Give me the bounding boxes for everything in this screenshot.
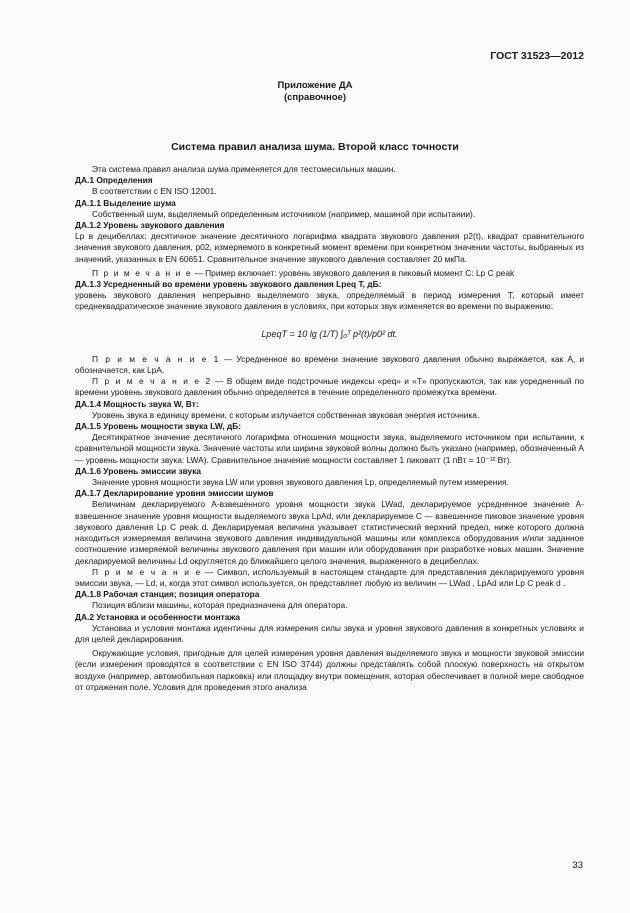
document-body — [75, 164, 584, 693]
note-text: — Усредненное во времени значение звукового давления обычно выражается, как A, и обозначается, как LpA. — [75, 353, 585, 376]
da17-heading: ДА.1.7 Декларирование уровня эмиссии шумов — [75, 488, 274, 499]
da12-text: Lp в децибеллах: десятичное значение десятичного логарифма квадрата звукового давления p2(t), квадрат сравнительного значения звукового давления, p02, измеряемого в конкретный момент времени при конкретном значении частоты, выбранных из значений, указанных в EN 60651. Сравнительное значение звукового давления составляет 20 мкПа. — [75, 231, 584, 264]
section-title: Система правил анализа шума. Второй класс точности — [171, 141, 459, 153]
note-label: П р и м е ч а н и е 2 — [92, 376, 212, 387]
da15-heading: ДА.1.5 Уровень мощности звука LW, дБ: — [75, 421, 242, 432]
da11-text: Собственный шум, выделяемый определенным источником (например, машиной при испытании). — [92, 208, 476, 219]
note-text: — В общем виде подстрочные индексы «peq» и «T» пропускаются, так как усредненный по времени уровень звукового давления обычно определяется в течение определенного промежутка времени. — [75, 376, 585, 398]
standard-header: ГОСТ 31523—2012 — [490, 50, 584, 62]
da2-text2: Окружающие условия, пригодные для целей измерения уровня давления выделяемого звука и мощности звуковой эмиссии (если измерения проводятся в соответствии с EN ISO 3744) должны представлять собой плоскую поверхность на открытом воздухе (например, автомобильная парковка) или площадку внутри помещения, которая обеспечивает в полной мере свободное от отражения поле. Условия для проведения этого анализа — [75, 648, 584, 692]
da2-text1: Установка и условия монтажа идентичны для измерения силы звука и уровня звукового давления в конкретных условиях и для целей декларирования. — [75, 622, 584, 644]
da16-text: Значение уровня мощности звука LW или уровня звукового давления Lp, определяемый путем измерения. — [92, 477, 509, 488]
da17-note — [75, 567, 584, 589]
intro-paragraph: Эта система правил анализа шума применяется для тестомесильных машин. — [92, 164, 396, 174]
page-number: 33 — [572, 860, 583, 871]
da17-text: Величинам декларируемого A-взвешенного уровня мощности звука LWad, декларируемое усредненное значение A-взвешенное значение уровня мощности выделяемого звука LpAd, или декларируемое C — взвешенное пиковое значение уровня звукового давления Lp C peak d. Декларируемая величина указывает статистический верхний предел, ниже которого должна находиться измеряемая величина звукового давления индивидуальной машины или комплекса оборудования и/или заданное соотношение измеряемой величины звукового давления при машин или оборудования при разработке новых машин. Значение декларируемой величины Ld округляется до ближайшего целого значения, выраженного в децибеллах. — [75, 499, 584, 566]
note-text: — Пример включает: уровень звукового давления в пиковый момент C: Lp C peak — [194, 267, 515, 278]
note-label: П р и м е ч а н и е — [92, 566, 202, 577]
da13-note1 — [75, 354, 584, 376]
formula-lpeq: LpeqT = 10 lg (1/T) ∫₀ᵀ p²(t)/p0² dt. — [261, 328, 398, 339]
annex-subtitle: (справочное) — [283, 92, 347, 103]
note-label: П р и м е ч а н и е 1 — [92, 353, 220, 364]
da12-note — [75, 268, 584, 279]
da13-note2 — [75, 376, 584, 398]
annex-title-block — [0, 80, 630, 104]
da15-text: Десятикратное значение десятичного логарифма отношения мощности звука, выделяемого источником при испытании, к сравнительной мощности звука. Значение частоты или ширина звуковой волны должно быть указано (например, обозначенный A — уровень мощности звука: LWA). Сравнительное значение мощности составляет 1 пиковатт (1 пВт = 10⁻¹² Вт). — [75, 432, 584, 465]
da14-heading: ДА.1.4 Мощность звука W, Вт: — [75, 398, 199, 409]
da2-heading: ДА.2 Установка и особенности монтажа — [75, 611, 241, 622]
note-text: — Символ, используемый в настоящем стандарте для представления декларируемого уровня эмиссии звука, — Ld, и, когда этот символ используется, он представляет любую из величин — LWad , LpAd или Lp C peak d . — [75, 566, 584, 588]
da1-heading: ДА.1 Определения — [75, 175, 153, 186]
da18-heading: ДА.1.8 Рабочая станция; позиция оператора — [75, 589, 260, 600]
da14-text: Уровень звука в единицу времени, с которым излучается собственная звуковая энергия источника. — [92, 409, 480, 420]
note-label: П р и м е ч а н и е — [92, 267, 193, 278]
da1-text: В соответствии с EN ISO 12001. — [92, 186, 217, 197]
da18-text: Позиция вблизи машины, которая предназначена для оператора. — [92, 600, 348, 611]
da11-heading: ДА.1.1 Выделение шума — [75, 197, 176, 208]
da13-text: уровень звукового давления непрерывно выделяемого звука, определяемый в период измерения T, который имеет среднеквадратическое значение звукового давления в условиях, при которых звук изменяется во времени по выражению: — [75, 290, 584, 312]
da12-heading: ДА.1.2 Уровень звукового давления — [75, 220, 225, 231]
annex-title: Приложение ДА — [277, 80, 353, 91]
da16-heading: ДА.1.6 Уровень эмиссии звука — [75, 465, 202, 476]
da13-heading: ДА.1.3 Усредненный во времени уровень звукового давления Lpeq T, дБ: — [75, 279, 382, 290]
